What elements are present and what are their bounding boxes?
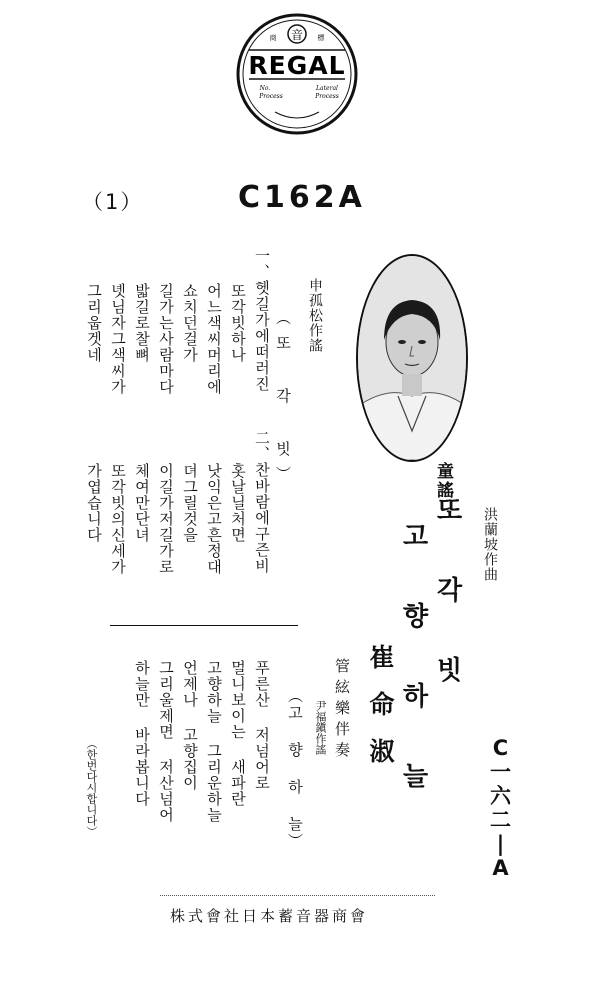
song2-line-3: 고향하늘 그리운하늘 (205, 660, 223, 823)
verse2-line-4: 뎌그릴것을 (181, 463, 199, 543)
footer-divider (160, 895, 435, 896)
song2-line-5: 그리울제면 저산넘어 (157, 660, 175, 823)
verse2-line-2: 홋날닐처면 (229, 463, 247, 543)
logo-right-mark: 標 (317, 34, 325, 42)
catalog-vertical-char-1: C (492, 736, 509, 760)
verse2-line-8: 가엽습니다 (85, 463, 103, 543)
catalog-vertical-char-6: A (492, 856, 509, 880)
composer: 洪蘭坡作曲 (482, 507, 498, 582)
song2-line-4: 언제나 고향집이 (181, 660, 199, 791)
verse1-line-2: 또각빗하나 (229, 283, 247, 363)
section-divider (110, 625, 298, 626)
verse2-line-5: 이길가저길가로 (157, 463, 175, 575)
song2-line-2: 멀니보이는 새파란 (229, 660, 247, 807)
repeat-note: （한번다시합니다） (85, 738, 98, 837)
verse1-line-6: 밟길로찰뼈 (133, 283, 151, 363)
logo-sub-left-1: No. (259, 85, 271, 92)
regal-logo-icon (235, 12, 359, 136)
orchestra: 管絃樂伴奏 (333, 658, 351, 763)
song1-title: （또 각 빗） (274, 310, 292, 491)
catalog-vertical-char-4: 二 (490, 808, 511, 832)
verse1-marker: 一、 (253, 248, 271, 280)
logo-sub-right-1: Lateral (316, 85, 338, 92)
singer-name: 崔命淑 (366, 644, 395, 785)
verse1-line-1 (250, 248, 274, 392)
verse1-line-5: 길가는사람마다 (157, 283, 175, 395)
publisher-footer: 株式會社日本蓄音器商會 (170, 907, 369, 925)
portrait-figure-icon (358, 256, 466, 460)
verse2-line-7: 또각빗의신세가 (109, 463, 127, 575)
verse1-line-3: 어느색씨머리에 (205, 283, 223, 395)
logo-sub-left-2: Process (259, 93, 283, 100)
verse2-line-1 (250, 430, 274, 574)
page-number: （1） (82, 190, 144, 214)
catalog-vertical-char-3: 六 (490, 784, 511, 808)
verse1-line-7: 녯님자그색씨가 (109, 283, 127, 395)
song2-line-6: 하늘만 바라봅니다 (133, 660, 151, 807)
verse1-line-8: 그리웁겟네 (85, 283, 103, 363)
singer-portrait (356, 254, 468, 462)
logo-sub-right-2: Process (315, 93, 339, 100)
regal-logo (235, 12, 359, 136)
song2-title: （고 향 하 늘） (286, 688, 304, 850)
title-main: 또 각 빗 (432, 496, 462, 694)
logo-brand: REGAL (248, 51, 346, 80)
verse2-line-1-text: 찬바람에구즌비 (253, 462, 271, 574)
catalog-number: C162A (238, 180, 366, 215)
genre-label: 童謠 (433, 462, 453, 500)
verse2-line-3: 낫익은고흔정대 (205, 463, 223, 575)
verse1-line-4: 쇼치던걸가 (181, 283, 199, 363)
logo-left-mark: 商 (269, 34, 277, 42)
verse2-marker: 二、 (253, 430, 271, 462)
title-main-b: 고 향 하 늘 (398, 522, 428, 800)
catalog-vertical (490, 738, 511, 882)
verse1-line-1-text: 헷길가에떠러진 (253, 280, 271, 392)
song2-lyricist: 尹福鎭作謠 (314, 700, 327, 755)
song1-lyricist: 申孤松作謠 (307, 278, 323, 353)
catalog-vertical-char-5: | (496, 832, 505, 856)
song2-line-1: 푸른산 저넘어로 (253, 660, 271, 791)
catalog-vertical-char-2: 一 (490, 760, 511, 784)
logo-top-char: 音 (290, 28, 304, 42)
verse2-line-6: 체여만단녀 (133, 463, 151, 543)
